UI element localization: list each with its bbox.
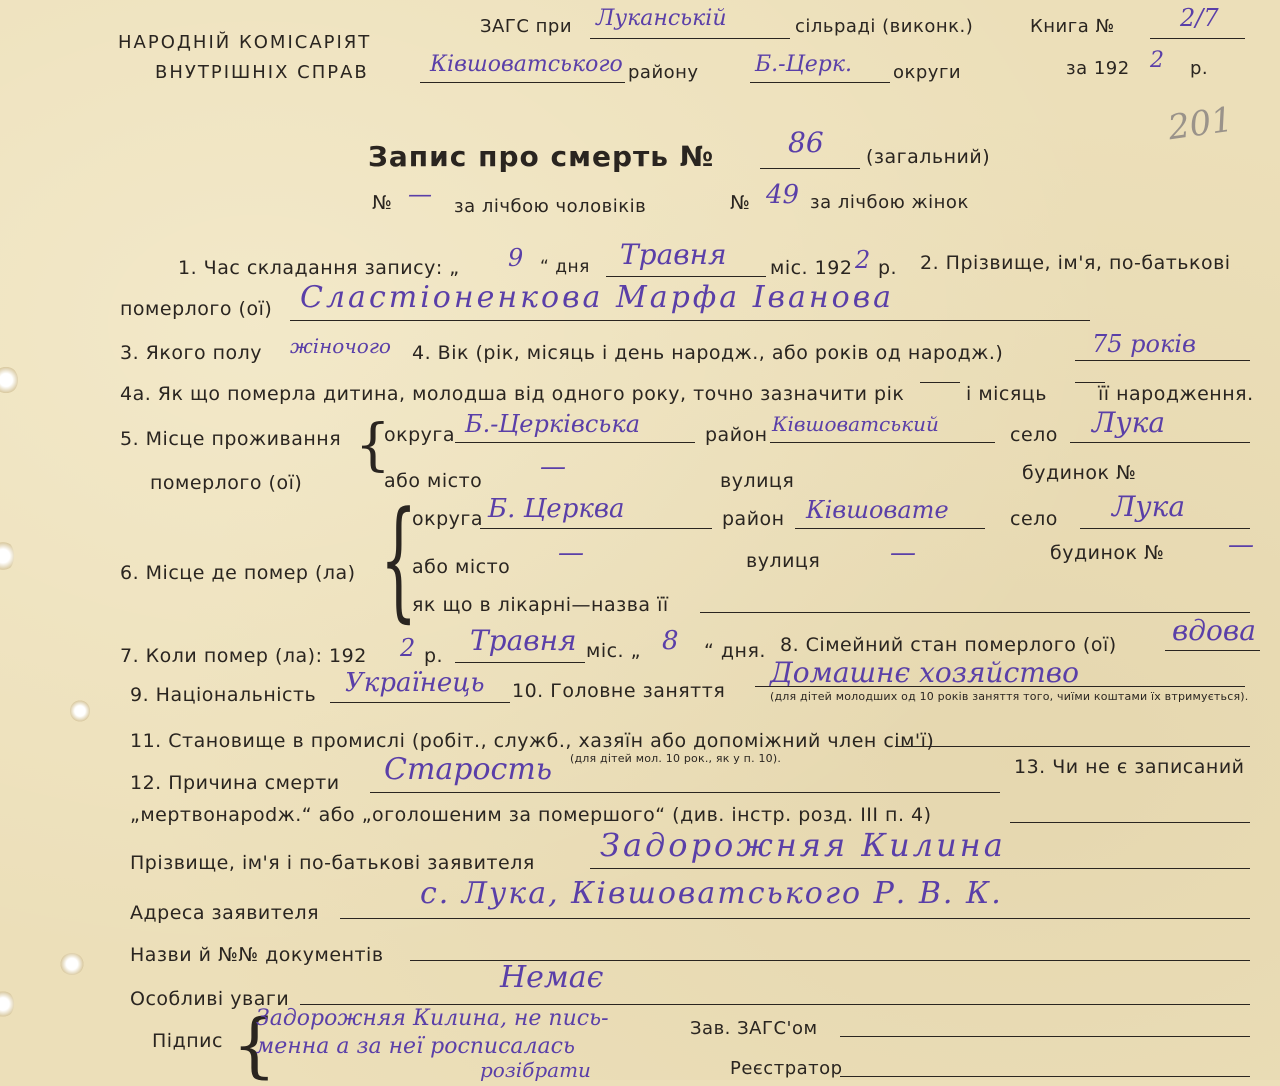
- field6-vulytsia: вулиця: [746, 550, 821, 572]
- field1-day-label: “ дня: [540, 257, 590, 277]
- registrar-line: [840, 1076, 1250, 1077]
- field13-label2: „мертвонарodж.“ або „оголошеним за помершого“ (див. інстр. розд. III п. 4): [130, 804, 932, 826]
- field11-note: (для дітей мол. 10 рок., як у п. 10).: [570, 752, 782, 765]
- field6-likarnia: як що в лікарні—назва її: [412, 594, 669, 616]
- field5-okruha-handwriting: Б.-Церківська: [465, 410, 640, 438]
- record-number-line: [760, 168, 860, 169]
- record-number-handwriting: 86: [788, 126, 824, 159]
- field5-selo-line: [1070, 442, 1250, 443]
- field5-okruha: округа: [384, 424, 456, 446]
- field5-selo: село: [1010, 424, 1058, 446]
- okrug-handwriting: Б.-Церк.: [755, 52, 853, 77]
- record-title: Запис про смерть №: [368, 140, 715, 173]
- punch-hole: [0, 990, 14, 1018]
- field1-year-label: міс. 192: [770, 257, 853, 279]
- book-label: Книга №: [1030, 16, 1115, 37]
- field5-raion: район: [705, 424, 768, 446]
- year-label: за 192: [1066, 58, 1130, 79]
- okrug-label: округи: [893, 62, 962, 83]
- field6-raion: район: [722, 508, 785, 530]
- field4a-month: і місяць: [966, 383, 1047, 405]
- field6-selo-line: [1080, 528, 1250, 529]
- ministry-line1: НАРОДНІЙ КОМІСАРІЯТ: [118, 32, 372, 53]
- field9-label: 9. Національність: [130, 684, 317, 706]
- field1-year-handwriting: 2: [855, 246, 871, 274]
- field6-selo: село: [1010, 508, 1058, 530]
- zags-prefix: ЗАГС при: [480, 16, 573, 37]
- applicant-handwriting: Задорожняя Килина: [600, 826, 1006, 864]
- field7-month-line: [455, 662, 585, 663]
- field6-brace: {: [380, 483, 418, 635]
- field6-raion-line: [795, 528, 985, 529]
- field6-likarnia-line: [700, 612, 1250, 613]
- field4-handwriting: 75 років: [1092, 330, 1196, 358]
- district-label: району: [628, 62, 699, 83]
- men-count-handwriting: —: [408, 180, 432, 208]
- zags-head-label: Зав. ЗАГС'ом: [690, 1018, 818, 1039]
- field5-label1: 5. Місце проживання: [120, 428, 342, 450]
- applicant-label: Прізвище, ім'я і по-батькові заявителя: [130, 852, 535, 874]
- field3-label: 3. Якого полу: [120, 342, 263, 364]
- applicant-line: [590, 868, 1250, 869]
- field7-year-suffix: р.: [424, 645, 444, 667]
- signature-handwriting-line1: Задорожняя Килина, не пись-: [256, 1006, 609, 1031]
- registrar-label: Реєстратор: [730, 1058, 843, 1079]
- field7-year-handwriting: 2: [400, 634, 416, 662]
- punch-hole: [0, 540, 14, 572]
- men-prefix: №: [372, 192, 393, 214]
- men-label: за лічбою чоловіків: [454, 196, 647, 217]
- field11-line: [895, 746, 1250, 747]
- field5-selo-handwriting: Лука: [1092, 406, 1166, 439]
- field6-selo-handwriting: Лука: [1112, 490, 1186, 523]
- field4-label: 4. Вік (рік, місяць і день народж., або років од народж.): [412, 342, 1004, 364]
- field5-raion-handwriting: Ківшоватський: [772, 412, 939, 436]
- district-line: [420, 82, 625, 83]
- notes-handwriting: Немає: [500, 960, 604, 995]
- field4-line: [1075, 360, 1250, 361]
- field7-month-label: міс. „: [586, 640, 641, 662]
- field4a-label: 4а. Як що померла дитина, молодша від одного року, точно зазначити рік: [120, 383, 905, 405]
- book-number-handwriting: 2/7: [1180, 4, 1219, 32]
- punch-hole: [0, 366, 18, 394]
- field10-note: (для дітей молодших од 10 років заняття того, чиїми коштами їх втримується).: [770, 690, 1249, 703]
- field1-month-handwriting: Травня: [620, 238, 727, 271]
- field10-label: 10. Головне заняття: [512, 680, 726, 702]
- okrug-line: [750, 82, 890, 83]
- women-count-handwriting: 49: [766, 180, 800, 210]
- notes-label: Особливі уваги: [130, 988, 290, 1010]
- field4a-end: її народження.: [1098, 383, 1254, 405]
- field1-label: 1. Час складання запису: „: [178, 257, 460, 279]
- field6-label: 6. Місце де помер (ла): [120, 562, 356, 584]
- village-line: [590, 38, 790, 39]
- signature-brace: {: [232, 1004, 277, 1086]
- record-general: (загальний): [866, 146, 991, 168]
- address-label: Адреса заявителя: [130, 902, 320, 924]
- field6-budynok-handwriting: —: [1228, 530, 1254, 560]
- field6-okruha: округа: [412, 508, 484, 530]
- field5-budynok: будинок №: [1022, 462, 1137, 484]
- punch-hole: [60, 953, 84, 975]
- field7-day-label: “ дня.: [704, 640, 766, 662]
- council-suffix: сільраді (виконк.): [795, 16, 974, 37]
- field6-misto-handwriting: —: [558, 538, 584, 568]
- field2-name-handwriting: Сластіоненкова Марфа Іванова: [300, 280, 895, 315]
- field6-budynok: будинок №: [1050, 542, 1165, 564]
- village-handwriting: Луканській: [596, 6, 727, 31]
- field13-line: [1010, 822, 1250, 823]
- women-prefix: №: [730, 192, 751, 214]
- field5-misto-handwriting: —: [540, 452, 566, 482]
- field10-line: [755, 686, 1245, 687]
- field5-vulytsia: вулиця: [720, 470, 795, 492]
- field9-line: [330, 702, 510, 703]
- pencil-note: 201: [1165, 99, 1236, 149]
- field5-okruha-line: [455, 442, 695, 443]
- field11-label: 11. Становище в промислі (робіт., служб., хазяїн або допоміжний член сім'ї): [130, 730, 935, 752]
- address-line: [340, 918, 1250, 919]
- signature-label: Підпис: [152, 1030, 223, 1052]
- field2-label2: померлого (ої): [120, 298, 273, 320]
- field1-day-handwriting: 9: [508, 244, 524, 272]
- zags-head-line: [840, 1036, 1250, 1037]
- field13-label: 13. Чи не є записаний: [1014, 756, 1245, 778]
- year-suffix: р.: [1190, 58, 1209, 79]
- signature-handwriting-line2: менна а за неї росписалась: [256, 1034, 575, 1059]
- field1-month-line: [606, 276, 766, 277]
- address-handwriting: с. Лука, Ківшоватського Р. В. К.: [420, 876, 1003, 911]
- field6-misto: або місто: [412, 556, 511, 578]
- book-line: [1150, 38, 1245, 39]
- field6-okruha-handwriting: Б. Церква: [488, 494, 625, 524]
- year-handwriting: 2: [1150, 48, 1164, 73]
- field4a-year-line: [920, 382, 960, 383]
- field8-label: 8. Сімейний стан померлого (ої): [780, 634, 1117, 656]
- punch-hole: [70, 700, 90, 722]
- field7-day-handwriting: 8: [662, 626, 679, 656]
- field8-handwriting: вдова: [1172, 614, 1256, 647]
- women-label: за лічбою жінок: [810, 192, 969, 213]
- field3-handwriting: жіночого: [290, 334, 391, 358]
- field5-raion-line: [770, 442, 995, 443]
- field12-label: 12. Причина смерти: [130, 772, 340, 794]
- field8-line: [1165, 650, 1260, 651]
- field5-misto: або місто: [384, 470, 483, 492]
- field5-brace: {: [355, 413, 391, 478]
- field6-vulytsia-handwriting: —: [890, 538, 916, 568]
- district-handwriting: Ківшоватського: [430, 52, 623, 77]
- field9-handwriting: Українець: [345, 668, 485, 698]
- field6-raion-handwriting: Ківшовате: [806, 496, 949, 524]
- field12-handwriting: Старость: [384, 752, 553, 787]
- field2-line: [290, 320, 1090, 321]
- field2-label: 2. Прізвище, ім'я, по-батькові: [920, 252, 1231, 274]
- field10-handwriting: Домашнє хозяйство: [770, 656, 1079, 689]
- field12-line: [370, 792, 1000, 793]
- field1-year-suffix: р.: [878, 257, 898, 279]
- field5-label2: померлого (ої): [150, 472, 303, 494]
- notes-line: [300, 1004, 1250, 1005]
- documents-label: Назви й №№ документів: [130, 944, 384, 966]
- field7-month-handwriting: Травня: [470, 624, 577, 657]
- ministry-line2: ВНУТРІШНІХ СПРАВ: [155, 62, 369, 83]
- field6-okruha-line: [480, 528, 712, 529]
- signature-handwriting-line3: розібрати: [480, 1058, 591, 1082]
- field7-label: 7. Коли помер (ла): 192: [120, 645, 367, 667]
